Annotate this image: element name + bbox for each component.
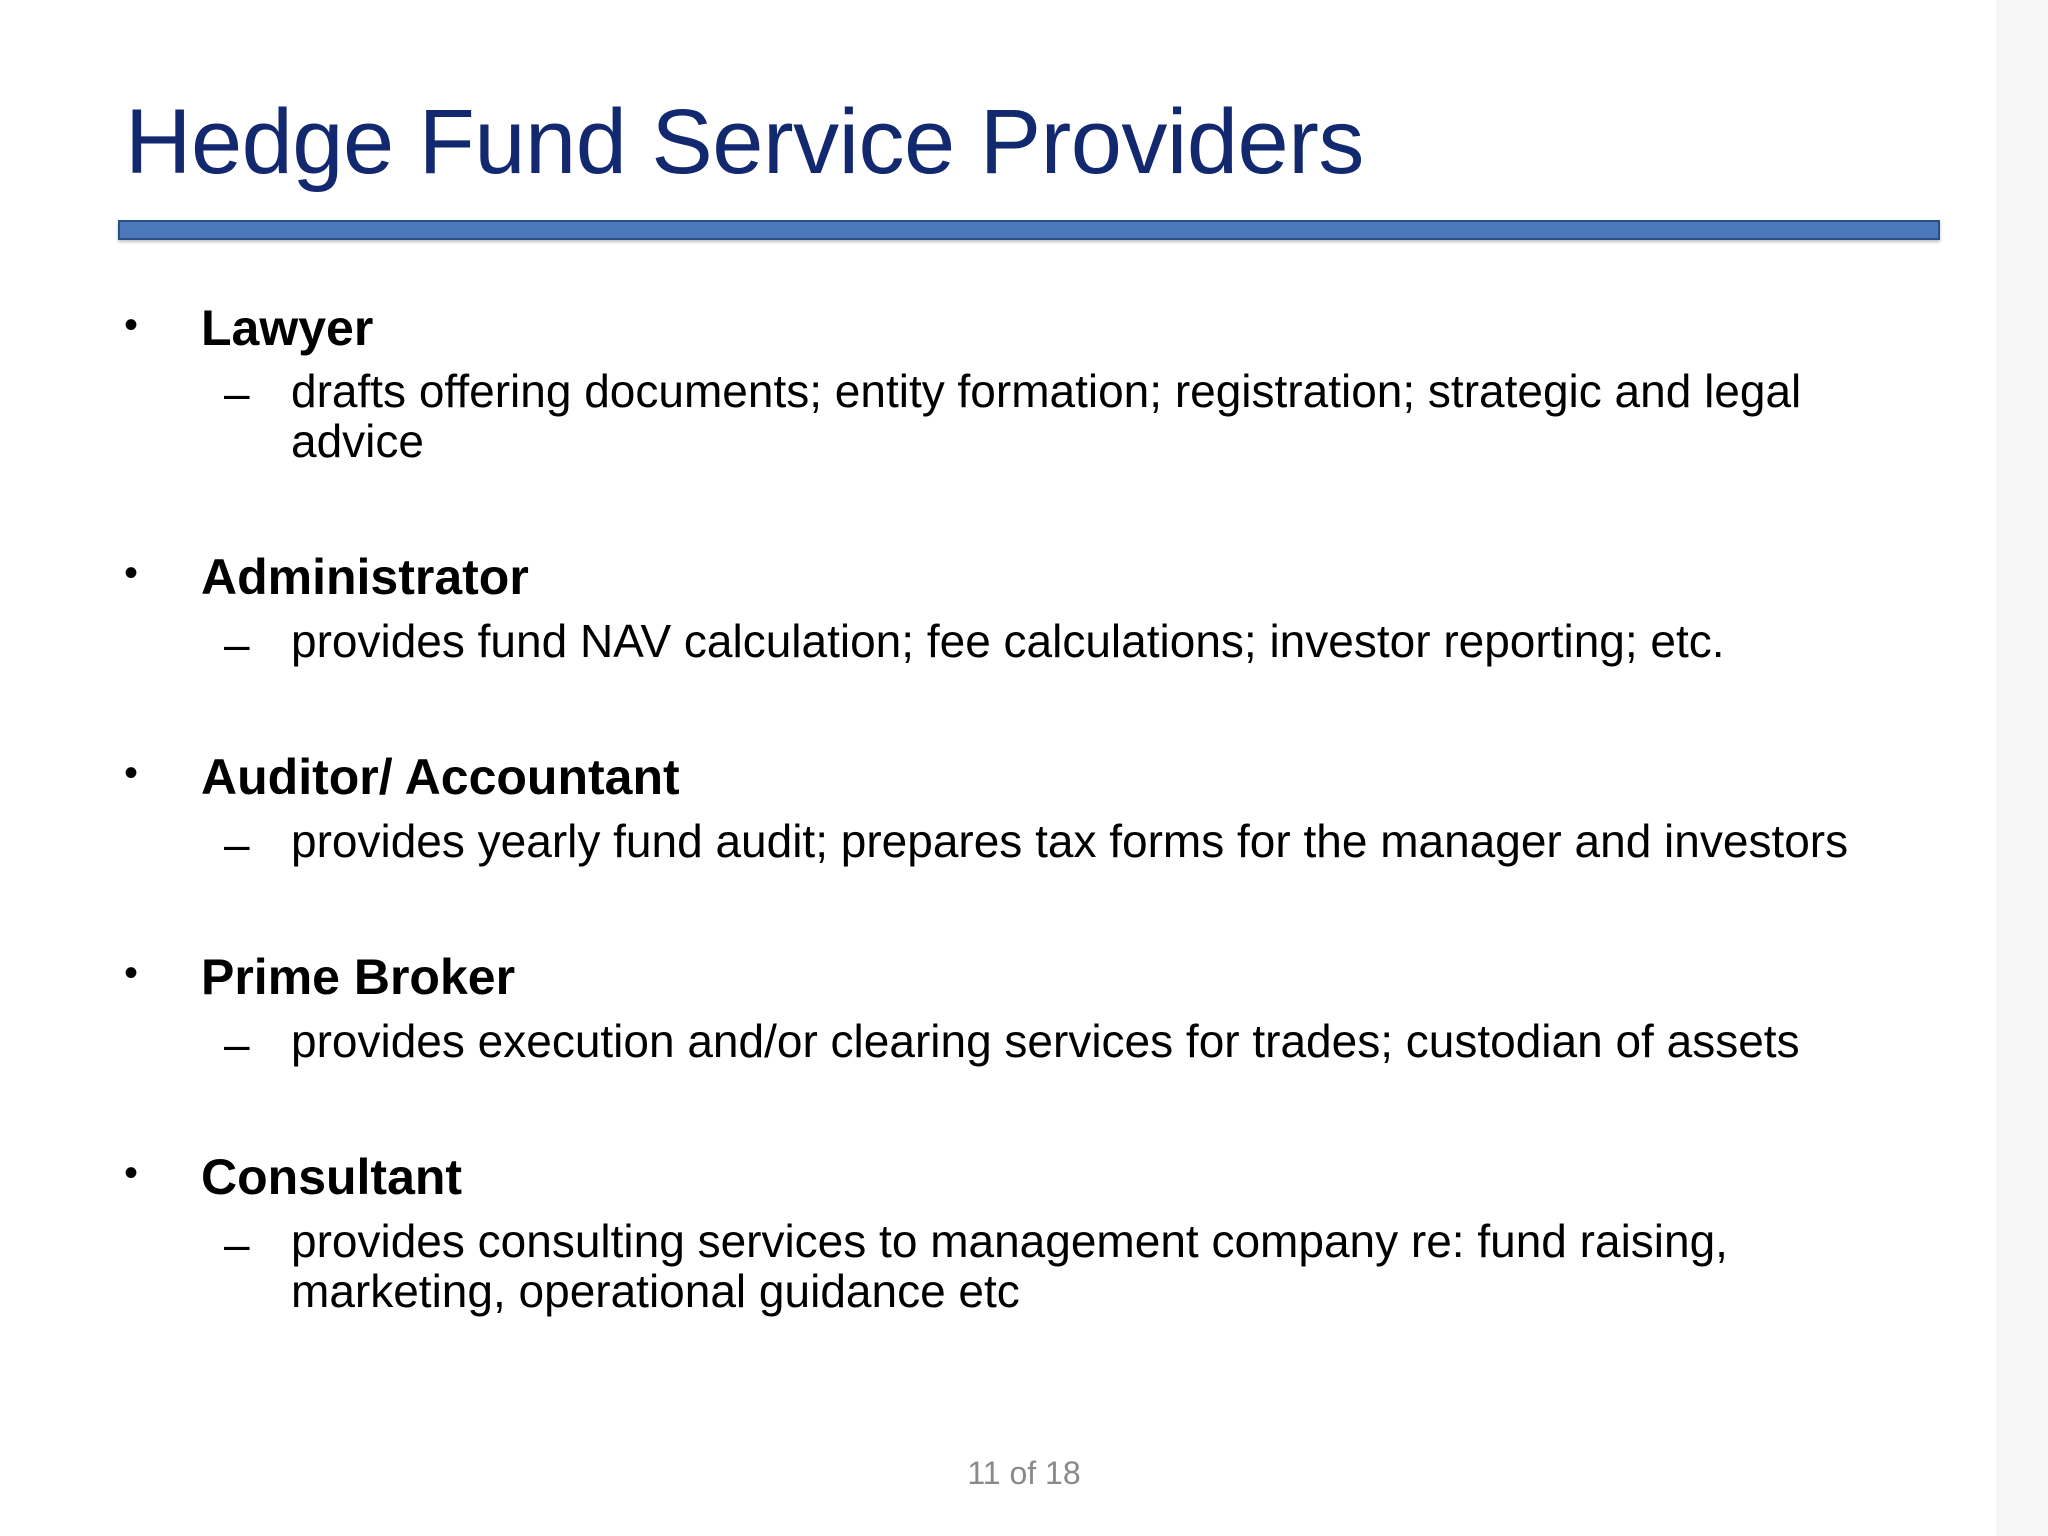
dash-icon: – [224, 818, 250, 870]
dash-icon: – [224, 618, 250, 670]
item-heading: Auditor/ Accountant [201, 749, 680, 805]
dash-icon: – [224, 1218, 250, 1270]
item-heading: Lawyer [201, 300, 374, 356]
item-description: drafts offering documents; entity formation; registration; strategic and legal advice [291, 365, 1802, 467]
item-heading: Prime Broker [201, 949, 516, 1005]
item-heading: Administrator [201, 549, 529, 605]
title-divider [118, 220, 1940, 240]
bullet-icon: • [124, 1151, 139, 1195]
dash-icon: – [224, 367, 250, 419]
dash-icon: – [224, 1018, 250, 1070]
slide-edge-shade [1996, 0, 2048, 1536]
bullet-icon: • [124, 751, 139, 795]
page-number: 11 of 18 [967, 1455, 1081, 1491]
slide-title: Hedge Fund Service Providers [125, 91, 1364, 193]
item-description: provides yearly fund audit; prepares tax forms for the manager and investors [291, 815, 1849, 867]
item-description: provides consulting services to management company re: fund raising, marketing, operational guidance etc [291, 1215, 1728, 1317]
bullet-icon: • [124, 951, 139, 995]
item-description: provides execution and/or clearing services for trades; custodian of assets [291, 1015, 1800, 1067]
bullet-icon: • [124, 303, 139, 347]
item-description: provides fund NAV calculation; fee calculations; investor reporting; etc. [291, 615, 1725, 667]
item-heading: Consultant [201, 1149, 463, 1205]
bullet-icon: • [124, 551, 139, 595]
